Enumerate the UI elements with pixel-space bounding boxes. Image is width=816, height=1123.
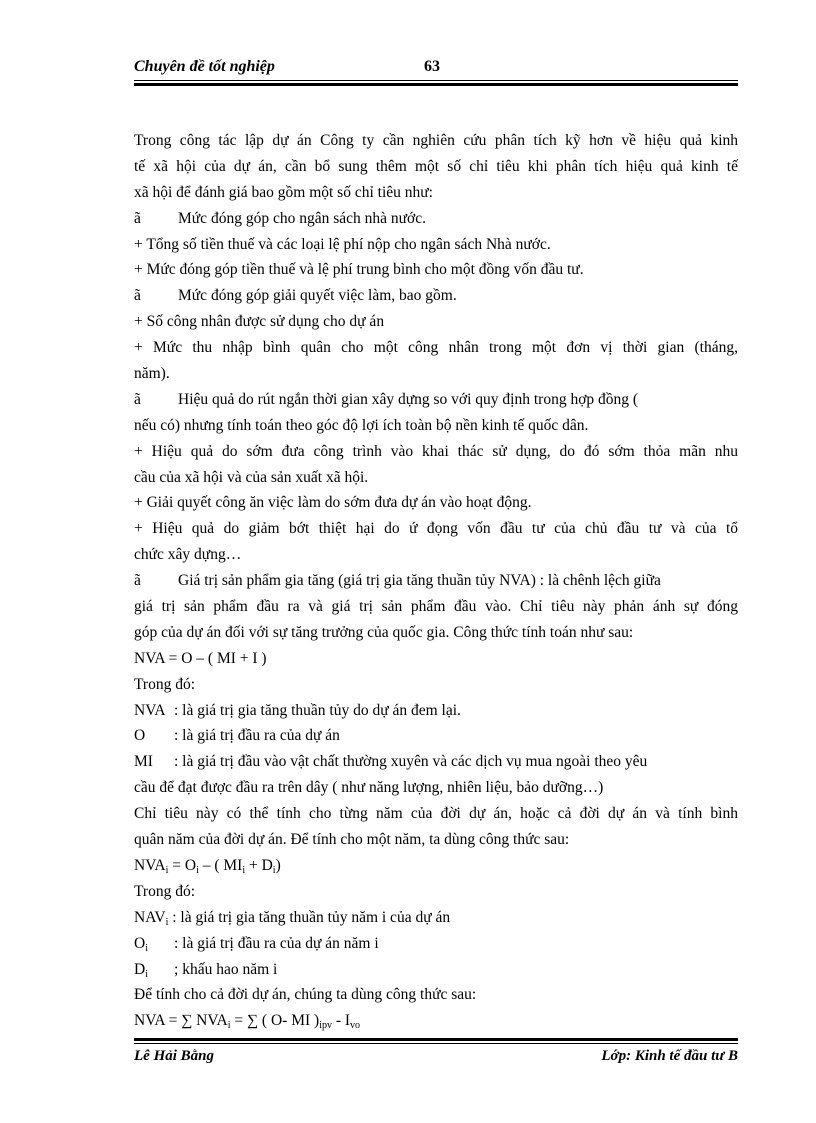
header-rule-thin (134, 80, 738, 81)
definition-o: O : là giá trị đầu ra của dự án (134, 723, 738, 749)
plus-item: + Mức thu nhập bình quân cho một công nhân trong một đơn vị thời gian (tháng, (134, 339, 738, 357)
body-text (134, 128, 738, 1034)
footer-rule-thin (134, 1043, 738, 1044)
paragraph-line: giá trị sản phẩm đầu ra và giá trị sản phẩm đầu vào. Chỉ tiêu này phản ánh sự đóng (134, 598, 738, 616)
paragraph-line: xã hội để đánh giá bao gồm một số chỉ tiêu như: (134, 183, 433, 201)
paragraph-line: nếu có) nhưng tính toán theo góc độ lợi ích toàn bộ nền kinh tế quốc dân. (134, 416, 589, 434)
bullet-item: ã Giá trị sản phẩm gia tăng (giá trị gia tăng thuần tủy NVA) : là chênh lệch giữa (134, 568, 738, 594)
plus-item: + Hiệu quả do giảm bớt thiệt hại do ứ đọng vốn đầu tư của chủ đầu tư và của tổ (134, 520, 738, 538)
paragraph-line: chức xây dựng… (134, 546, 242, 564)
symbol-label: $O_i$ (134, 934, 148, 954)
page-number: 63 (424, 58, 440, 75)
symbol-label: $D_i$ (134, 960, 148, 980)
bullet-mark: ã (134, 390, 141, 408)
bullet-item: ã Hiệu quả do rút ngắn thời gian xây dựng so với quy định trong hợp đồng ( (134, 387, 738, 413)
header-title: Chuyên đề tốt nghiệp (134, 58, 275, 75)
header-rule-thick (134, 83, 738, 86)
bullet-mark: ã (134, 287, 141, 305)
paragraph-line: góp của dự án đối với sự tăng trưởng của quốc gia. Công thức tính toán như sau: (134, 623, 634, 641)
definition-oi: $O_i$ : là giá trị đầu ra của dự án năm i (134, 931, 738, 957)
definition-nav: $NAV_i$ : là giá trị gia tăng thuần tủy năm i của dự án (134, 908, 451, 928)
footer-rule-thick (134, 1038, 738, 1041)
footer-author: Lê Hải Bằng (134, 1048, 215, 1064)
paragraph-line: Để tính cho cả đời dự án, chúng ta dùng công thức sau: (134, 986, 477, 1004)
formula-year: $NVA_i = O_i$ – ( $MI_i + D_i$) (134, 856, 281, 876)
definition-di: $D_i$ ; khấu hao năm i (134, 957, 738, 983)
definition-mi: MI : là giá trị đầu vào vật chất thường xuyên và các dịch vụ mua ngoài theo yêu (134, 749, 738, 775)
symbol-label: O (134, 727, 146, 745)
formula-nva: NVA = O – ( MI + I ) (134, 649, 267, 667)
formula-life: NVA = ∑ $NVA_i$ = ∑ ( O- MI )$_{ipv} - I_{vo}$ (134, 1012, 361, 1032)
paragraph-line: tế xã hội của dự án, cần bổ sung thêm một số chỉ tiêu khi phân tích hiệu quả kinh tế (134, 157, 738, 175)
definition-nva: NVA : là giá trị gia tăng thuần tủy do dự án đem lại. (134, 698, 738, 724)
paragraph-line: quân năm của đời dự án. Để tính cho một năm, ta dùng công thức sau: (134, 831, 570, 849)
paragraph-line: Chỉ tiêu này có thể tính cho từng năm của đời dự án, hoặc cả đời dự án và tính bình (134, 805, 738, 823)
plus-item: + Hiệu quả do sớm đưa công trình vào khai thác sử dụng, do đó sớm thỏa mãn nhu (134, 442, 738, 460)
bullet-mark: ã (134, 572, 141, 590)
plus-item: + Mức đóng góp tiền thuế và lệ phí trung bình cho một đồng vốn đầu tư. (134, 261, 584, 279)
paragraph-line: năm). (134, 365, 170, 383)
plus-item: + Giải quyết công ăn việc làm do sớm đưa dự án vào hoạt động. (134, 494, 532, 512)
paragraph-line: Trong đó: (134, 882, 196, 900)
plus-item: + Tổng số tiền thuế và các loại lệ phí nộp cho ngân sách Nhà nước. (134, 235, 551, 253)
paragraph-line: Trong đó: (134, 675, 196, 693)
paragraph-line: Trong công tác lập dự án Công ty cần nghiên cứu phân tích kỹ hơn về hiệu quả kinh (134, 132, 738, 149)
page-footer (134, 1048, 738, 1072)
bullet-item: ã Mức đóng góp giải quyết việc làm, bao gồm. (134, 283, 738, 309)
symbol-label: NVA (134, 701, 166, 719)
symbol-label: MI (134, 753, 153, 771)
plus-item: + Số công nhân được sử dụng cho dự án (134, 313, 385, 331)
footer-class: Lớp: Kinh tế đầu tư B (601, 1048, 738, 1064)
paragraph-line: cầu của xã hội và của sản xuất xã hội. (134, 468, 369, 486)
bullet-item: ã Mức đóng góp cho ngân sách nhà nước. (134, 206, 738, 232)
bullet-mark: ã (134, 209, 141, 227)
paragraph-line: cầu để đạt được đầu ra trên dây ( như năng lượng, nhiên liệu, bảo dưỡng…) (134, 779, 604, 797)
symbol-label: NAV (134, 908, 166, 926)
